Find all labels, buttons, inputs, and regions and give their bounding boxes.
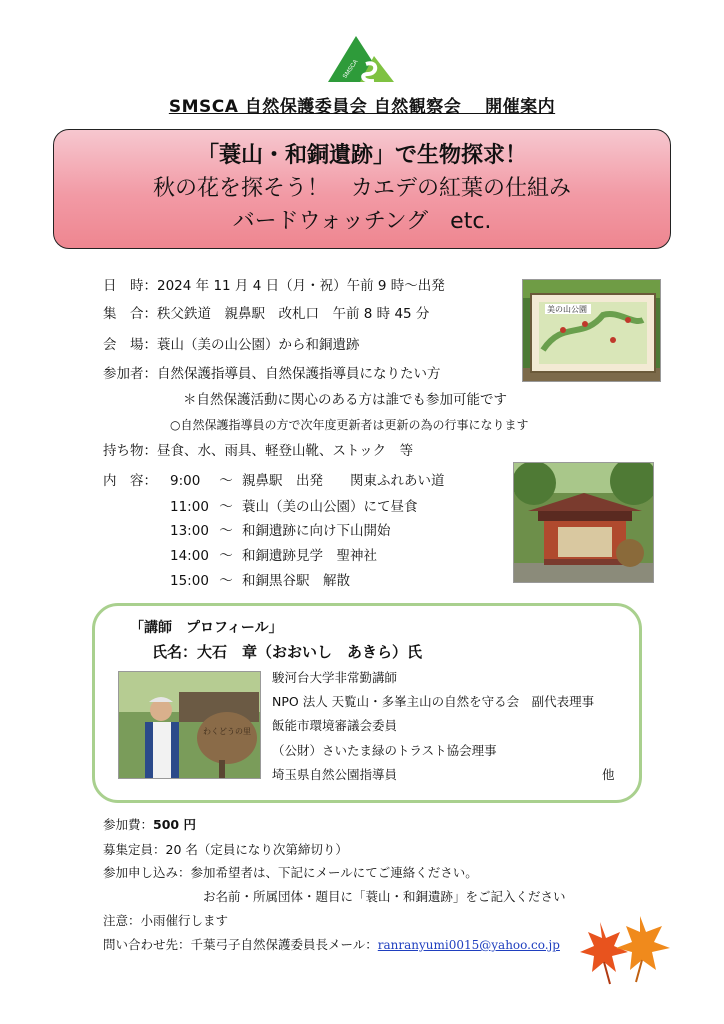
smsca-logo xyxy=(326,34,396,84)
meet-value: 秩父鉄道 親鼻駅 改札口 午前 8 時 45 分 xyxy=(157,306,430,322)
venue-value: 蓑山（美の山公園）から和銅遺跡 xyxy=(157,337,360,353)
schedule-sep: ～ xyxy=(219,523,233,539)
capacity-row: 募集定員：20 名（定員になり次第締切り） xyxy=(103,842,348,857)
schedule-desc: 蓑山（美の山公園）にて昼食 xyxy=(242,499,418,515)
participants-note-2: ○自然保護指導員の方で次年度更新者は更新の為の行事になります xyxy=(170,418,529,432)
fee-value: 500 円 xyxy=(153,817,196,832)
lecturer-photo xyxy=(118,671,261,779)
profile-other: 他 xyxy=(602,767,615,782)
apply-row-2: お名前・所属団体・題目に「蓑山・和銅遺跡」をご記入ください xyxy=(203,889,566,904)
schedule-desc: 和銅遺跡に向け下山開始 xyxy=(242,523,391,539)
park-map-photo xyxy=(522,279,661,382)
content-label: 内 容： xyxy=(103,473,157,489)
schedule-time: 13:00 xyxy=(170,523,209,539)
schedule-time: 14:00 xyxy=(170,548,209,564)
caution-row: 注意：小雨催行します xyxy=(103,913,229,928)
venue-label: 会 場： xyxy=(103,337,157,353)
schedule-sep: ～ xyxy=(219,573,233,589)
schedule-item xyxy=(170,522,391,540)
schedule-time: 15:00 xyxy=(170,573,209,589)
contact-email-link[interactable]: ranranyumi0015@yahoo.co.jp xyxy=(377,938,560,952)
profile-line: 駿河台大学非常勤講師 xyxy=(272,670,398,685)
items-row xyxy=(103,442,413,460)
schedule-sep: ～ xyxy=(219,548,233,564)
profile-line: 飯能市環境審議会委員 xyxy=(272,718,398,733)
map-sign-text: 美の山公園 xyxy=(547,305,587,314)
date-row xyxy=(103,277,445,295)
items-label: 持ち物： xyxy=(103,443,157,459)
schedule-item xyxy=(170,472,445,490)
banner-line-1: 「蓑山・和銅遺跡」で生物探求！ xyxy=(196,143,527,168)
maple-leaves-icon xyxy=(580,912,670,988)
fee-row xyxy=(103,816,196,834)
banner-line-3: バードウォッチング etc. xyxy=(232,209,492,234)
schedule-item xyxy=(170,572,350,590)
schedule-sep: ～ xyxy=(219,499,233,515)
shrine-photo xyxy=(513,462,654,583)
profile-line: （公財）さいたま緑のトラスト協会理事 xyxy=(272,743,497,758)
participants-value: 自然保護指導員、自然保護指導員になりたい方 xyxy=(157,366,441,382)
items-value: 昼食、水、雨具、軽登山靴、ストック 等 xyxy=(157,443,414,459)
schedule-desc: 和銅遺跡見学 聖神社 xyxy=(242,548,377,564)
meet-row xyxy=(103,305,429,323)
profile-line: 埼玉県自然公園指導員 xyxy=(272,767,398,782)
schedule-sep: ～ xyxy=(219,473,233,489)
participants-note-1: ＊自然保護活動に関心のある方は誰でも参加可能です xyxy=(183,392,507,408)
meet-label: 集 合： xyxy=(103,306,157,322)
profile-heading: 「講師 プロフィール」 xyxy=(130,620,283,636)
profile-line: NPO 法人 天覧山・多峯主山の自然を守る会 副代表理事 xyxy=(272,694,595,709)
title-banner xyxy=(53,129,671,249)
lecturer-name: 氏名：大石 章（おおいし あきら）氏 xyxy=(152,643,423,661)
sign-text: わくどうの里 xyxy=(203,727,251,736)
schedule-time: 11:00 xyxy=(170,499,209,515)
page-title: SMSCA 自然保護委員会 自然観察会 開催案内 xyxy=(168,97,556,117)
contact-label: 問い合わせ先：千葉弓子自然保護委員長メール： xyxy=(103,937,378,952)
schedule-desc: 和銅黒谷駅 解散 xyxy=(242,573,350,589)
date-label: 日 時： xyxy=(103,278,157,294)
participants-row xyxy=(103,365,441,383)
schedule-time: 9:00 xyxy=(170,473,201,489)
contact-row xyxy=(103,936,560,954)
schedule-desc: 親鼻駅 出発 関東ふれあい道 xyxy=(242,473,445,489)
logo-text: SMSCA xyxy=(342,58,360,80)
banner-line-2: 秋の花を探そう！ カエデの紅葉の仕組み xyxy=(152,176,571,201)
schedule-item xyxy=(170,547,377,565)
date-value: 2024 年 11 月 4 日（月・祝）午前 9 時～出発 xyxy=(157,278,445,294)
apply-row: 参加申し込み：参加希望者は、下記にメールにてご連絡ください。 xyxy=(103,865,478,880)
participants-label: 参加者： xyxy=(103,366,157,382)
venue-row xyxy=(103,336,360,354)
schedule-item xyxy=(170,498,418,516)
fee-label: 参加費： xyxy=(103,817,154,832)
